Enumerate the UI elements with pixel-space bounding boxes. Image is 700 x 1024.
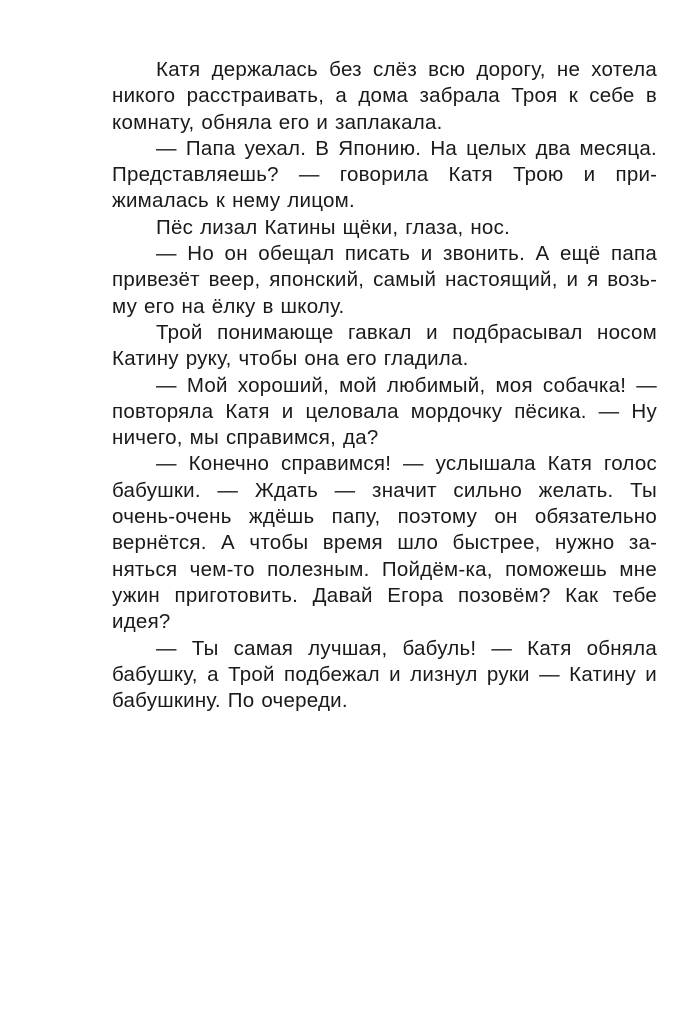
paragraph: Трой понимающе гавкал и подбрасывал носом Катину руку, чтобы она его гладила. bbox=[112, 320, 657, 371]
paragraph: — Ты самая лучшая, бабуль! — Катя обняла бабушку, а Трой подбежал и лизнул руки — Катину и бабушкину. По очереди. bbox=[112, 636, 657, 713]
paragraph: Пёс лизал Катины щёки, глаза, нос. bbox=[156, 215, 511, 239]
paragraph: — Папа уехал. В Японию. На целых два месяца. Представляешь? — говорила Катя Трою и прижималась к нему лицом. bbox=[112, 136, 657, 213]
story-text bbox=[112, 57, 657, 714]
paragraph: — Конечно справимся! — услышала Катя голос бабушки. — Ждать — значит сильно желать. Ты очень-очень ждёшь папу, поэтому он обязательно вернётся. А чтобы время шло быстрее, нужно заняться чем-то полезным. Пойдём-ка, поможешь мне ужин приготовить. Давай Егора позовём? Как тебе идея? bbox=[112, 452, 657, 634]
paragraph: — Но он обещал писать и звонить. А ещё папа привезёт веер, японский, самый настоящий, и я возьму его на ёлку в школу. bbox=[112, 242, 657, 318]
paragraph: — Мой хороший, мой любимый, моя собачка! — повторяла Катя и целовала мордочку пёсика. — Ну ничего, мы справимся, да? bbox=[112, 373, 657, 450]
paragraph: Катя держалась без слёз всю дорогу, не хотела никого расстраивать, а дома забрала Троя к себе в комнату, обняла его и заплакала. bbox=[112, 58, 657, 134]
